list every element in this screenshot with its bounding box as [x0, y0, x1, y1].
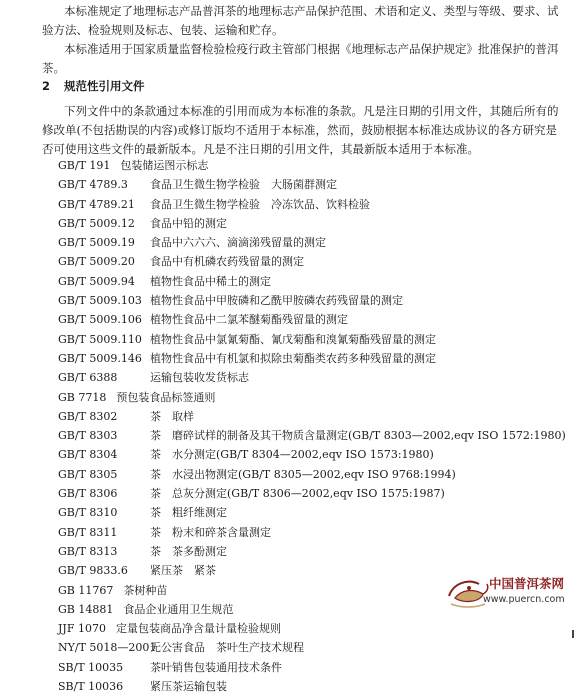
- reference-item: [58, 542, 566, 561]
- reference-code: GB/T 4789.3: [58, 178, 128, 192]
- reference-title: 定量包装商品净含量计量检验规则: [115, 622, 281, 636]
- reference-code: GB/T 8303: [58, 429, 118, 443]
- reference-item: [58, 252, 566, 271]
- reference-title: 食品中有机磷农药残留量的测定: [150, 255, 304, 269]
- reference-item: [58, 233, 566, 252]
- watermark-url: www.puercn.com: [483, 594, 565, 605]
- reference-title: 食品中铅的测定: [150, 216, 227, 230]
- reference-code: GB/T 5009.94: [58, 274, 135, 288]
- reference-code: GB/T 8311: [58, 525, 118, 539]
- page-edge-mark: [572, 630, 574, 638]
- reference-code: GB/T 5009.12: [58, 216, 135, 230]
- reference-title: 茶 总灰分测定(GB/T 8306—2002,eqv ISO 1575:1987): [150, 487, 445, 501]
- reference-code: JJF 1070: [58, 622, 106, 636]
- reference-item: [58, 388, 566, 407]
- reference-code: GB/T 5009.146: [58, 351, 142, 365]
- scope-paragraph-2: 本标准适用于国家质量监督检验检疫行政主管部门根据《地理标志产品保护规定》批准保护的普洱茶。: [42, 42, 559, 75]
- reference-code: GB/T 8310: [58, 506, 118, 520]
- reference-code: NY/T 5018—2001: [58, 641, 157, 655]
- reference-title: 茶叶销售包装通用技术条件: [150, 660, 282, 674]
- reference-title: 植物性食品中甲胺磷和乙酰甲胺磷农药残留量的测定: [150, 294, 403, 308]
- reference-title: 植物性食品中二氯苯醚菊酯残留量的测定: [150, 313, 348, 327]
- reference-code: GB/T 5009.103: [58, 294, 142, 308]
- reference-title: 植物性食品中有机氯和拟除虫菊酯类农药多种残留量的测定: [150, 351, 436, 365]
- reference-title: 预包装食品标签通则: [116, 390, 216, 404]
- reference-code: GB/T 8313: [58, 544, 118, 558]
- reference-code: GB/T 8302: [58, 409, 118, 423]
- reference-code: SB/T 10035: [58, 660, 124, 674]
- reference-title: 紧压茶运输包装: [150, 680, 227, 694]
- reference-item: [58, 368, 566, 387]
- reference-title: 食品企业通用卫生规范: [123, 602, 234, 616]
- reference-code: GB/T 5009.106: [58, 313, 142, 327]
- reference-item: [58, 349, 566, 368]
- reference-code: GB/T 191: [58, 159, 111, 172]
- reference-item: [58, 523, 566, 542]
- reference-code: GB/T 8305: [58, 467, 118, 481]
- reference-title: 茶树种苗: [123, 583, 168, 597]
- reference-code: GB 7718: [58, 390, 107, 404]
- reference-item: [58, 658, 566, 677]
- reference-item: [58, 484, 566, 503]
- reference-code: GB/T 4789.21: [58, 197, 135, 211]
- reference-title: 茶 磨碎试样的制备及其干物质含量测定(GB/T 8303—2002,eqv ISO 1572:1980): [150, 429, 566, 443]
- reference-item: [58, 310, 566, 329]
- reference-item: [58, 426, 566, 445]
- intro-paragraph: 下列文件中的条款通过本标准的引用而成为本标准的条款。凡是注日期的引用文件，其随后所有的修改单(不包括勘误的内容)或修订版均不适用于本标准，然而，鼓励根据本标准达成协议的各方研究是否可使用这些文件的最新版本。凡是不注日期的引用文件，其最新版本适用于本标准。: [42, 104, 559, 156]
- reference-title: 食品卫生微生物学检验 冷冻饮品、饮料检验: [150, 197, 370, 211]
- reference-title: 茶 取样: [150, 409, 194, 423]
- reference-item: [58, 503, 566, 522]
- reference-item: [58, 638, 566, 657]
- reference-title: 植物性食品中稀土的测定: [150, 274, 271, 288]
- reference-title: 茶 水分测定(GB/T 8304—2002,eqv ISO 1573:1980): [150, 448, 434, 462]
- section-number: 2: [42, 79, 51, 93]
- watermark-name: 中国普洱茶网: [489, 576, 565, 591]
- reference-code: GB/T 8306: [58, 487, 118, 501]
- reference-title: 无公害食品 茶叶生产技术规程: [150, 641, 304, 655]
- reference-item: [58, 407, 566, 426]
- reference-item: [58, 465, 566, 484]
- reference-item: [58, 272, 566, 291]
- reference-code: GB 11767: [58, 583, 114, 597]
- reference-title: 运输包装收发货标志: [150, 371, 249, 385]
- reference-item: [58, 330, 566, 349]
- reference-item: [58, 214, 566, 233]
- reference-title: 包装储运图示标志: [120, 159, 209, 172]
- reference-item: [58, 291, 566, 310]
- reference-title: 茶 粗纤维测定: [150, 506, 227, 520]
- reference-code: GB/T 8304: [58, 448, 118, 462]
- reference-code: GB/T 5009.19: [58, 236, 135, 250]
- scope-paragraph-1: 本标准规定了地理标志产品普洱茶的地理标志产品保护范围、术语和定义、类型与等级、要求、试验方法、检验规则及标志、包装、运输和贮存。: [42, 4, 559, 37]
- reference-item: [58, 445, 566, 464]
- reference-item: [58, 156, 566, 175]
- reference-code: GB/T 5009.110: [58, 332, 142, 346]
- reference-title: 食品中六六六、滴滴涕残留量的测定: [150, 236, 326, 250]
- section-heading: [42, 78, 145, 94]
- reference-list: [58, 156, 566, 696]
- watermark-logo: [445, 570, 575, 614]
- reference-code: GB/T 5009.20: [58, 255, 135, 269]
- reference-title: 食品卫生微生物学检验 大肠菌群测定: [150, 178, 337, 192]
- reference-title: 植物性食品中氯氰菊酯、氰戊菊酯和溴氰菊酯残留量的测定: [150, 332, 436, 346]
- reference-title: 紧压茶 紧茶: [150, 564, 216, 578]
- reference-item: [58, 619, 566, 638]
- reference-item: [58, 175, 566, 194]
- reference-title: 茶 粉末和碎茶含量测定: [150, 525, 271, 539]
- reference-title: 茶 茶多酚测定: [150, 544, 227, 558]
- reference-code: GB/T 9833.6: [58, 564, 128, 578]
- reference-item: [58, 677, 566, 696]
- reference-code: GB/T 6388: [58, 371, 118, 385]
- reference-code: SB/T 10036: [58, 680, 124, 694]
- reference-code: GB 14881: [58, 602, 114, 616]
- reference-title: 茶 水浸出物测定(GB/T 8305—2002,eqv ISO 9768:1994): [150, 467, 456, 481]
- reference-item: [58, 195, 566, 214]
- section-title: 规范性引用文件: [64, 79, 145, 93]
